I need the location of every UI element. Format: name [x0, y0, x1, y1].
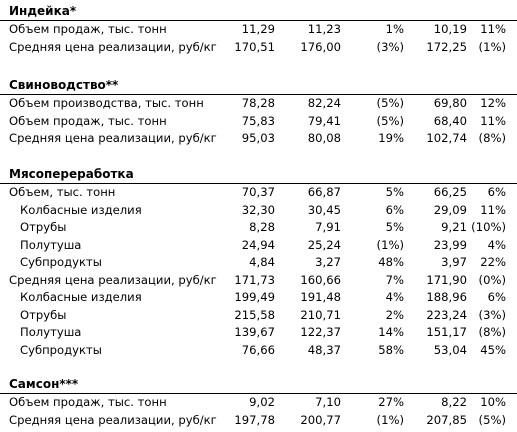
- cell-value: 199,49: [234, 290, 275, 304]
- table-row: [0, 342, 517, 360]
- cell-value: 32,30: [241, 202, 275, 217]
- cell-value: (5%): [376, 96, 404, 110]
- cell-value: 11%: [480, 22, 506, 36]
- cell-value: 6%: [487, 290, 506, 304]
- cell-value: 68,40: [433, 113, 467, 128]
- table-row: [0, 219, 517, 237]
- section-title: Свиноводство**: [0, 76, 517, 95]
- cell-value: 200,77: [300, 412, 341, 427]
- cell-value: 8,28: [249, 220, 275, 234]
- table-row: [0, 254, 517, 272]
- cell-value: 5%: [385, 220, 404, 234]
- table-row: [0, 113, 517, 131]
- cell-value: 48%: [378, 255, 404, 269]
- cell-value: 6%: [385, 202, 404, 217]
- row-label: Колбасные изделия: [20, 290, 142, 304]
- table-row: [0, 202, 517, 220]
- cell-value: 172,25: [426, 39, 467, 54]
- cell-value: 3,27: [315, 255, 341, 269]
- cell-value: 223,24: [426, 307, 467, 322]
- cell-value: 11,23: [307, 22, 341, 36]
- cell-value: (1%): [478, 39, 506, 54]
- cell-value: 30,45: [307, 202, 341, 217]
- cell-value: (10%): [471, 220, 506, 234]
- cell-value: 5%: [385, 185, 404, 199]
- cell-value: 24,94: [241, 237, 275, 252]
- cell-value: 11%: [480, 113, 506, 128]
- cell-value: 80,08: [307, 131, 341, 145]
- cell-value: 171,73: [234, 272, 275, 287]
- cell-value: 122,37: [300, 325, 341, 339]
- cell-value: 11%: [480, 202, 506, 217]
- cell-value: 7,91: [315, 220, 341, 234]
- cell-value: 11,29: [241, 22, 275, 36]
- table-row: [0, 237, 517, 255]
- row-label: Отрубы: [20, 307, 67, 322]
- row-label: Объем производства, тыс. тонн: [9, 96, 204, 110]
- cell-value: 207,85: [426, 412, 467, 427]
- row-label: Полутуша: [20, 325, 82, 339]
- section-title: Мясопереработка: [0, 165, 517, 184]
- cell-value: 53,04: [433, 342, 467, 357]
- cell-value: 66,87: [307, 185, 341, 199]
- cell-value: 160,66: [300, 272, 341, 287]
- cell-value: 22%: [480, 255, 506, 269]
- row-label: Средняя цена реализации, руб/кг: [9, 412, 217, 427]
- cell-value: (8%): [478, 325, 506, 339]
- cell-value: 176,00: [300, 39, 341, 54]
- section-title: Самсон***: [0, 375, 517, 394]
- cell-value: 9,02: [249, 395, 275, 409]
- cell-value: 210,71: [300, 307, 341, 322]
- section: [0, 76, 517, 148]
- table-row: [0, 289, 517, 307]
- row-label: Объем продаж, тыс. тонн: [9, 395, 167, 409]
- cell-value: 1%: [385, 22, 404, 36]
- cell-value: 19%: [378, 131, 404, 145]
- cell-value: (5%): [376, 113, 404, 128]
- cell-value: 139,67: [234, 325, 275, 339]
- cell-value: 25,24: [307, 237, 341, 252]
- section-title: Индейка*: [0, 2, 517, 21]
- section: [0, 375, 517, 429]
- row-label: Средняя цена реализации, руб/кг: [9, 131, 217, 145]
- cell-value: (5%): [478, 412, 506, 427]
- cell-value: 29,09: [433, 202, 467, 217]
- cell-value: 4%: [385, 290, 404, 304]
- cell-value: 48,37: [307, 342, 341, 357]
- table-row: [0, 412, 517, 430]
- cell-value: (3%): [478, 307, 506, 322]
- table-row: [0, 95, 517, 113]
- cell-value: 215,58: [234, 307, 275, 322]
- row-label: Колбасные изделия: [20, 202, 142, 217]
- section: [0, 165, 517, 359]
- cell-value: 58%: [378, 342, 404, 357]
- cell-value: (0%): [478, 272, 506, 287]
- cell-value: 7%: [385, 272, 404, 287]
- cell-value: 191,48: [300, 290, 341, 304]
- table-row: [0, 307, 517, 325]
- cell-value: 23,99: [433, 237, 467, 252]
- cell-value: 82,24: [307, 96, 341, 110]
- cell-value: (1%): [376, 412, 404, 427]
- cell-value: 188,96: [426, 290, 467, 304]
- cell-value: (8%): [478, 131, 506, 145]
- cell-value: 102,74: [426, 131, 467, 145]
- cell-value: 69,80: [433, 96, 467, 110]
- row-label: Средняя цена реализации, руб/кг: [9, 272, 217, 287]
- cell-value: (1%): [376, 237, 404, 252]
- cell-value: 95,03: [241, 131, 275, 145]
- cell-value: 27%: [378, 395, 404, 409]
- table-row: [0, 394, 517, 412]
- table-row: [0, 39, 517, 57]
- cell-value: 10,19: [433, 22, 467, 36]
- row-label: Объем продаж, тыс. тонн: [9, 22, 167, 36]
- cell-value: 79,41: [307, 113, 341, 128]
- section: [0, 2, 517, 56]
- cell-value: 3,97: [441, 255, 467, 269]
- cell-value: 14%: [378, 325, 404, 339]
- cell-value: 171,90: [426, 272, 467, 287]
- cell-value: 45%: [480, 342, 506, 357]
- cell-value: 4%: [487, 237, 506, 252]
- cell-value: 6%: [487, 185, 506, 199]
- row-label: Субпродукты: [20, 342, 102, 357]
- cell-value: 10%: [480, 395, 506, 409]
- cell-value: 170,51: [234, 39, 275, 54]
- cell-value: 70,37: [241, 185, 275, 199]
- cell-value: 66,25: [433, 185, 467, 199]
- cell-value: 78,28: [241, 96, 275, 110]
- row-label: Средняя цена реализации, руб/кг: [9, 39, 217, 54]
- table-row: [0, 272, 517, 290]
- cell-value: 8,22: [441, 395, 467, 409]
- table-row: [0, 184, 517, 202]
- cell-value: 9,21: [441, 220, 467, 234]
- row-label: Объем продаж, тыс. тонн: [9, 113, 167, 128]
- cell-value: 4,84: [249, 255, 275, 269]
- row-label: Субпродукты: [20, 255, 102, 269]
- table-row: [0, 324, 517, 342]
- row-label: Отрубы: [20, 220, 67, 234]
- cell-value: 12%: [480, 96, 506, 110]
- cell-value: 75,83: [241, 113, 275, 128]
- cell-value: 76,66: [241, 342, 275, 357]
- table-row: [0, 21, 517, 39]
- row-label: Полутуша: [20, 237, 82, 252]
- cell-value: 151,17: [426, 325, 467, 339]
- cell-value: 2%: [385, 307, 404, 322]
- row-label: Объем, тыс. тонн: [9, 185, 116, 199]
- table-row: [0, 130, 517, 148]
- cell-value: (3%): [376, 39, 404, 54]
- cell-value: 197,78: [234, 412, 275, 427]
- cell-value: 7,10: [315, 395, 341, 409]
